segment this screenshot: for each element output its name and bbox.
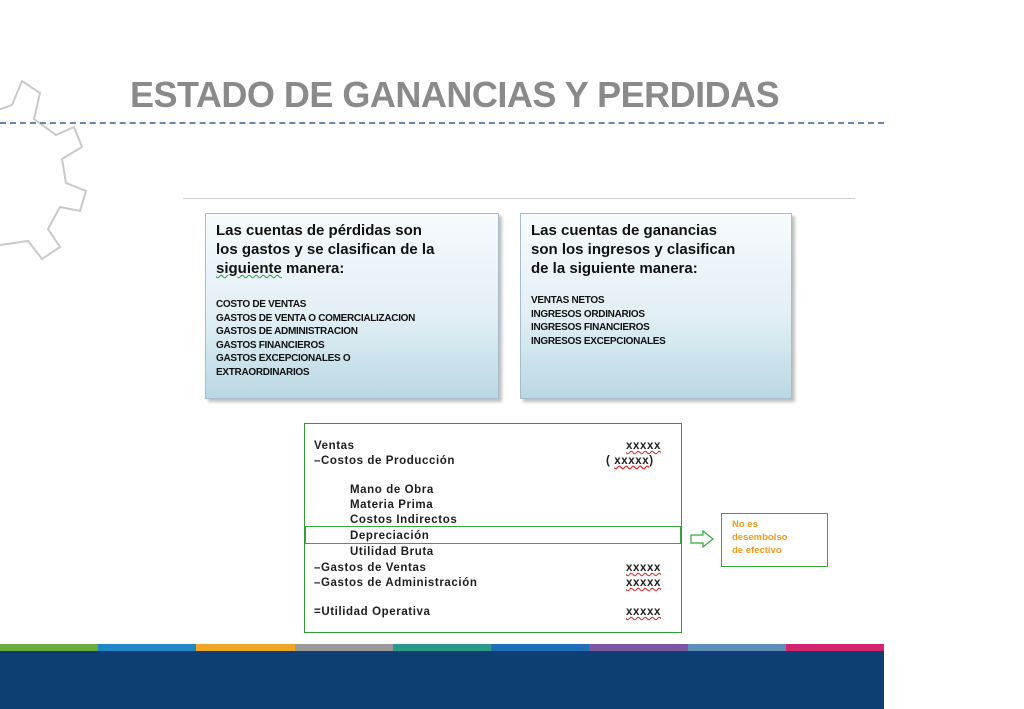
statement-utilidad-operativa-label: =Utilidad Operativa [314, 606, 431, 618]
statement-gastos-admin-amount: xxxxx [626, 577, 661, 589]
losses-item: GASTOS DE ADMINISTRACION [216, 326, 358, 337]
right-arrow-icon [690, 530, 714, 548]
gains-item: INGRESOS ORDINARIOS [531, 308, 645, 320]
statement-costos-label: –Costos de Producción [314, 455, 456, 467]
losses-item: COSTO DE VENTAS [216, 299, 307, 310]
color-strip-segment [491, 644, 589, 651]
color-strip-segment [0, 644, 98, 651]
page-title: ESTADO DE GANANCIAS Y PERDIDAS [130, 74, 780, 115]
statement-costos-indirectos: Costos Indirectos [350, 514, 458, 526]
losses-list [216, 298, 488, 379]
gains-box [520, 213, 792, 399]
note-line: desembolso [732, 532, 788, 543]
statement-mano-obra: Mano de Obra [350, 484, 434, 496]
statement-utilidad-bruta: Utilidad Bruta [350, 546, 434, 558]
gains-item: VENTAS NETOS [531, 295, 605, 306]
statement-materia-prima: Materia Prima [350, 499, 434, 511]
gains-heading-line1: Las cuentas de ganancias [531, 222, 717, 239]
gains-heading [531, 221, 781, 278]
color-strip-segment [295, 644, 393, 651]
losses-item: EXTRAORDINARIOS [216, 366, 310, 378]
color-strip-segment [98, 644, 196, 651]
statement-costos-close: ) [649, 455, 654, 467]
losses-heading-rest: manera: [281, 260, 345, 277]
title-divider [0, 122, 884, 124]
footer-bar [0, 651, 884, 709]
gains-item: INGRESOS FINANCIEROS [531, 322, 650, 333]
statement-ventas-amount: xxxxx [626, 440, 661, 452]
losses-item: GASTOS EXCEPCIONALES O [216, 353, 351, 364]
gains-heading-line2: son los ingresos y clasifican [531, 241, 736, 258]
statement-costos-open: ( [606, 455, 615, 467]
losses-heading-line1: Las cuentas de pérdidas son [216, 222, 422, 239]
gear-outline-icon [0, 75, 90, 265]
losses-heading-word: siguiente [216, 260, 282, 277]
statement-depreciacion: Depreciación [350, 530, 430, 542]
statement-gastos-admin-label: –Gastos de Administración [314, 577, 478, 589]
losses-item: GASTOS DE VENTA O COMERCIALIZACION [216, 312, 416, 324]
color-strip-segment [589, 644, 687, 651]
statement-utilidad-operativa-amount: xxxxx [626, 606, 661, 618]
gains-list [531, 294, 781, 348]
statement-ventas-label: Ventas [314, 440, 355, 452]
losses-heading-line2: los gastos y se clasifican de la [216, 241, 435, 258]
gains-heading-line3: de la siguiente manera: [531, 260, 698, 277]
color-strip-segment [196, 644, 294, 651]
color-strip-segment [688, 644, 786, 651]
color-strip-segment [786, 644, 884, 651]
statement-gastos-ventas-label: –Gastos de Ventas [314, 562, 427, 574]
cash-note [721, 513, 828, 567]
note-line: No es [732, 519, 758, 530]
statement-gastos-ventas-amount: xxxxx [626, 562, 661, 574]
losses-box [205, 213, 499, 399]
statement-costos-amount-wrap [606, 454, 654, 468]
note-line: de efectivo [732, 545, 782, 556]
content-rule [183, 198, 855, 199]
statement-costos-amount: xxxxx [614, 455, 650, 467]
losses-item: GASTOS FINANCIEROS [216, 339, 325, 351]
losses-heading [216, 221, 488, 278]
color-strip-segment [393, 644, 491, 651]
gains-item: INGRESOS EXCEPCIONALES [531, 335, 666, 347]
color-strip [0, 644, 884, 651]
